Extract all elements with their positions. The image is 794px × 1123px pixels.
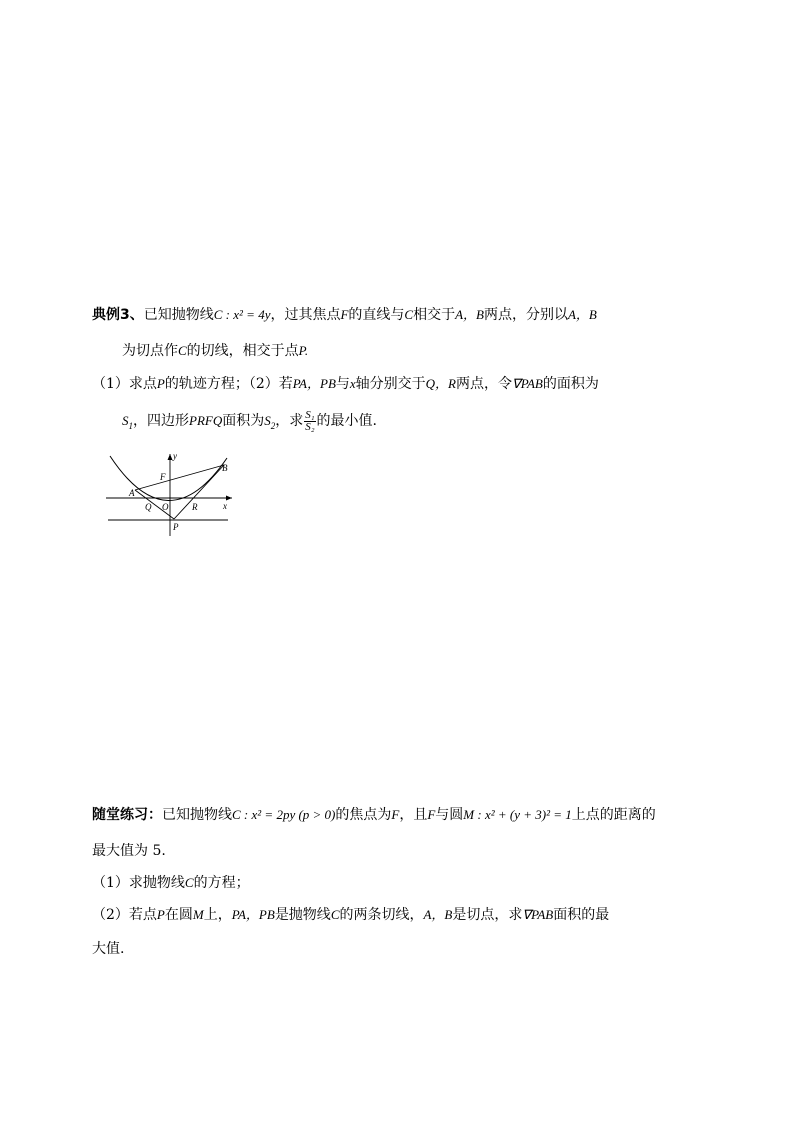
text: 大值. <box>92 941 125 957</box>
label-y: y <box>173 451 177 461</box>
math-AB-2: A，B <box>567 307 597 322</box>
math-x: x <box>349 376 356 391</box>
label-x: x <box>223 501 227 511</box>
label-P: P <box>173 522 179 532</box>
text: 面积为 <box>222 413 265 429</box>
math-AB: A，B <box>423 907 453 922</box>
text: ，求 <box>275 413 304 429</box>
example3-label: 典例3、 <box>92 307 144 323</box>
text: 最大值为 5. <box>92 843 166 859</box>
math-P: P <box>156 376 165 391</box>
practice-line1 <box>92 805 656 825</box>
practice-line4 <box>92 905 609 925</box>
parabola-equation-2: C : x² = 2py (p > 0) <box>232 807 336 822</box>
text: 已知抛物线 <box>162 807 232 823</box>
text: 轴分别交于 <box>355 376 426 392</box>
math-C: C <box>404 307 414 322</box>
text: 两点，分别以 <box>483 307 568 323</box>
example3-line3 <box>92 374 599 394</box>
text: 在圆 <box>164 907 193 923</box>
text: （2）若点 <box>92 907 157 923</box>
math-S1-sub: 1 <box>128 420 133 431</box>
ratio-fraction <box>304 410 315 433</box>
text: 上， <box>203 907 232 923</box>
text: 的方程； <box>193 875 250 891</box>
text: 两点，令 <box>456 376 513 392</box>
math-QR: Q，R <box>425 376 457 391</box>
example3-line4 <box>122 408 377 439</box>
math-S1: S <box>122 413 129 428</box>
text: ，四边形 <box>133 413 189 429</box>
text: 上点的距离的 <box>571 807 656 823</box>
text: 的轨迹方程；（2）若 <box>164 376 293 392</box>
math-S2-sub: 2 <box>270 420 276 431</box>
text: 的两条切线， <box>339 907 424 923</box>
parabola-curve <box>110 456 227 501</box>
text: ，且 <box>399 807 428 823</box>
math-F-2: F <box>427 807 436 822</box>
math-PAPB: PA，PB <box>292 376 336 391</box>
math-triangle: ∇PAB <box>512 376 543 391</box>
frac-den: S₂ <box>305 420 315 433</box>
example3-line2 <box>122 341 308 361</box>
text: 与圆 <box>435 807 464 823</box>
label-A: A <box>129 488 135 498</box>
practice-line3 <box>92 873 250 893</box>
text: 与 <box>335 376 350 392</box>
label-O: O <box>162 502 169 512</box>
text: 的切线，相交于点 <box>186 343 299 359</box>
circle-equation: M : x² + (y + 3)² = 1 <box>463 807 572 822</box>
parabola-equation: C : x² = 4y <box>213 307 271 322</box>
parabola-figure <box>104 450 244 540</box>
tangent-PB <box>174 465 224 519</box>
chord-AB <box>135 465 224 490</box>
text: 是切点，求 <box>452 907 523 923</box>
x-axis-arrow <box>226 496 232 501</box>
math-F: F <box>391 807 400 822</box>
text: ，过其焦点 <box>270 307 341 323</box>
math-P: P. <box>298 343 309 358</box>
text: 为切点作 <box>122 343 178 359</box>
math-F: F <box>340 307 349 322</box>
math-P: P <box>156 907 165 922</box>
math-C: C <box>330 907 340 922</box>
text: 的最小值. <box>316 413 377 429</box>
math-C: C <box>178 343 187 358</box>
practice-line5 <box>92 939 124 959</box>
text: （1）求点 <box>92 376 157 392</box>
math-triangle: ∇PAB <box>522 907 554 922</box>
text: 的焦点为 <box>335 807 392 823</box>
label-Q: Q <box>145 502 152 512</box>
y-axis-arrow <box>168 454 173 460</box>
math-PAPB: PA，PB <box>231 907 275 922</box>
text: 相交于 <box>413 307 456 323</box>
example3-line1 <box>92 305 597 325</box>
practice-label: 随堂练习： <box>92 807 162 823</box>
frac-num: S₁ <box>305 408 315 421</box>
math-M: M <box>192 907 204 922</box>
math-C: C <box>184 875 194 890</box>
math-AB: A，B <box>455 307 484 322</box>
text: 是抛物线 <box>274 907 331 923</box>
text: 面积的最 <box>553 907 610 923</box>
math-S2: S <box>264 413 271 428</box>
label-R: R <box>192 502 198 512</box>
practice-line2 <box>92 841 166 861</box>
math-quad: PRFQ <box>189 413 223 428</box>
text: （1）求抛物线 <box>92 875 185 891</box>
text: 的直线与 <box>348 307 405 323</box>
label-F: F <box>160 472 166 482</box>
text: 的面积为 <box>542 376 599 392</box>
text: 已知抛物线 <box>143 307 214 323</box>
label-B: B <box>222 463 228 473</box>
